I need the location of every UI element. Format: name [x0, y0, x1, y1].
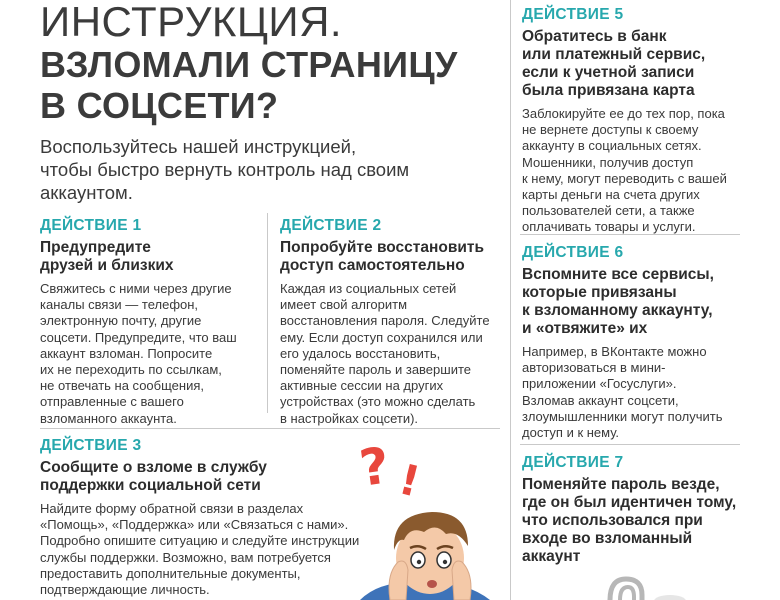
- step-label: ДЕЙСТВИЕ 1: [40, 217, 142, 234]
- step-title-line: Обратитесь в банк: [522, 28, 667, 45]
- step-body-line: имеет свой алгоритм: [280, 297, 408, 313]
- step-6: [522, 244, 752, 441]
- step-body: [40, 281, 265, 427]
- step-body-line: приложении «Госуслуги».: [522, 376, 677, 392]
- step-body-line: взломанного аккаунта.: [40, 410, 177, 426]
- step-body-line: Заблокируйте ее до тех пор, пока: [522, 106, 725, 121]
- divider-horizontal-step-3: [40, 428, 500, 429]
- intro-text: [40, 135, 430, 204]
- right-eye: [437, 552, 451, 568]
- right-hand: [452, 561, 471, 600]
- step-title-line: где он был идентичен тому,: [522, 494, 737, 511]
- step-title: [522, 28, 752, 100]
- step-title-line: аккаунт: [522, 548, 581, 565]
- step-title: [522, 266, 752, 338]
- mouth: [427, 580, 437, 588]
- question-mark-icon: ?: [356, 436, 393, 498]
- step-body-line: аккаунту в социальных сетях.: [522, 138, 702, 154]
- right-pupil: [443, 560, 447, 564]
- step-body-line: поменяйте пароль и завершите: [280, 362, 471, 378]
- step-title-line: и «отвяжите» их: [522, 320, 648, 337]
- step-title-line: Попробуйте восстановить: [280, 239, 484, 256]
- step-5: [522, 6, 752, 236]
- step-title-line: если к учетной записи: [522, 64, 695, 81]
- step-title-line: Поменяйте пароль везде,: [522, 476, 720, 493]
- step-body-line: восстановления пароля. Следуйте: [280, 313, 490, 329]
- step-title-line: Вспомните все сервисы,: [522, 266, 714, 283]
- step-body-line: доступ и к нему.: [522, 425, 620, 441]
- intro-line: аккаунтом.: [40, 182, 133, 203]
- step-label: ДЕЙСТВИЕ 7: [522, 454, 624, 471]
- step-1: [40, 217, 265, 427]
- step-body-line: авторизоваться в мини-: [522, 360, 666, 376]
- step-body-line: злоумышленники могут получить: [522, 408, 723, 424]
- step-body-line: его удалось восстановить,: [280, 345, 441, 361]
- step-body: [522, 106, 752, 236]
- step-body-line: каналы связи — телефон,: [40, 297, 199, 313]
- exclamation-mark-icon: !: [394, 454, 425, 507]
- step-title-line: к взломанному аккаунту,: [522, 302, 713, 319]
- step-title-line: входе во взломанный: [522, 530, 693, 547]
- intro-line: Воспользуйтесь нашей инструкцией,: [40, 136, 357, 157]
- step-title-line: Сообщите о взломе в службу: [40, 459, 267, 476]
- step-title: [40, 239, 265, 275]
- step-body: [280, 281, 505, 427]
- step-body-line: к нему, могут переводить с вашей: [522, 170, 727, 186]
- step-body-line: ему. Если доступ сохранился или: [280, 329, 483, 345]
- step-body-line: предоставить дополнительные документы,: [40, 565, 301, 581]
- step-body-line: «Помощь», «Поддержка» или «Связаться с нами».: [40, 517, 349, 533]
- heading-line-1: ИНСТРУКЦИЯ.: [40, 0, 343, 45]
- step-body-line: карты деньги на счета других: [522, 187, 700, 203]
- step-body: [40, 501, 370, 598]
- step-body-line: соцсети. Предупредите, что ваш: [40, 329, 237, 345]
- step-label: ДЕЙСТВИЕ 2: [280, 217, 382, 234]
- step-body-line: службы поддержки. Возможно, вам потребуется: [40, 549, 331, 565]
- step-body-line: Найдите форму обратной связи в разделах: [40, 501, 304, 516]
- step-body-line: электронную почту, другие: [40, 313, 202, 329]
- step-body-line: активные сессии на других: [280, 378, 444, 394]
- step-label: ДЕЙСТВИЕ 6: [522, 244, 624, 261]
- step-body-line: Взломав аккаунт соцсети,: [522, 392, 679, 408]
- page-heading: [40, 0, 500, 126]
- step-body-line: отправленные с вашего: [40, 394, 184, 410]
- step-body: [522, 344, 752, 441]
- divider-vertical-steps-1-2: [267, 213, 268, 413]
- paperclip-icon: [600, 575, 690, 600]
- step-body-line: их не переходить по ссылкам,: [40, 362, 222, 378]
- step-label: ДЕЙСТВИЕ 3: [40, 437, 142, 454]
- step-label: ДЕЙСТВИЕ 5: [522, 6, 624, 23]
- step-body-line: Подробно опишите ситуацию и следуйте инструкции: [40, 533, 360, 549]
- step-body-line: не отвечать на сообщения,: [40, 378, 204, 394]
- step-body-line: оплачивать товары и услуги.: [522, 219, 696, 235]
- step-body-line: устройствах (это можно сделать: [280, 394, 476, 410]
- intro-line: чтобы быстро вернуть контроль над своим: [40, 159, 410, 180]
- step-2: [280, 217, 505, 427]
- step-body-line: в настройках соцсети).: [280, 410, 419, 426]
- divider-vertical-right-column: [510, 0, 511, 600]
- step-title-line: поддержки социальной сети: [40, 477, 261, 494]
- step-body-line: пользователей сети, а также: [522, 203, 695, 219]
- heading-line-3: В СОЦСЕТИ?: [40, 85, 279, 126]
- step-body-line: подтверждающие личность.: [40, 582, 210, 598]
- step-title-line: или платежный сервис,: [522, 46, 706, 63]
- step-body-line: Мошенники, получив доступ: [522, 154, 694, 170]
- step-7: [522, 454, 752, 566]
- step-title: [40, 459, 370, 495]
- step-title: [522, 476, 752, 566]
- step-body-line: Каждая из социальных сетей: [280, 281, 457, 296]
- left-pupil: [417, 560, 421, 564]
- step-body-line: аккаунт взломан. Попросите: [40, 345, 213, 361]
- step-body-line: Например, в ВКонтакте можно: [522, 344, 707, 359]
- step-body-line: не вернете доступы к своему: [522, 122, 699, 138]
- step-title-line: была привязана карта: [522, 82, 695, 99]
- step-3: [40, 437, 370, 598]
- step-title-line: друзей и близких: [40, 257, 174, 274]
- heading-line-2: ВЗЛОМАЛИ СТРАНИЦУ: [40, 44, 458, 85]
- step-body-line: Свяжитесь с ними через другие: [40, 281, 232, 296]
- worried-person-illustration: [340, 500, 510, 600]
- divider-horizontal-step-7: [520, 444, 740, 445]
- left-hand: [389, 561, 408, 600]
- step-title-line: доступ самостоятельно: [280, 257, 465, 274]
- step-title-line: что использовался при: [522, 512, 703, 529]
- step-title-line: Предупредите: [40, 239, 151, 256]
- left-eye: [411, 552, 425, 568]
- step-title: [280, 239, 505, 275]
- step-title-line: которые привязаны: [522, 284, 677, 301]
